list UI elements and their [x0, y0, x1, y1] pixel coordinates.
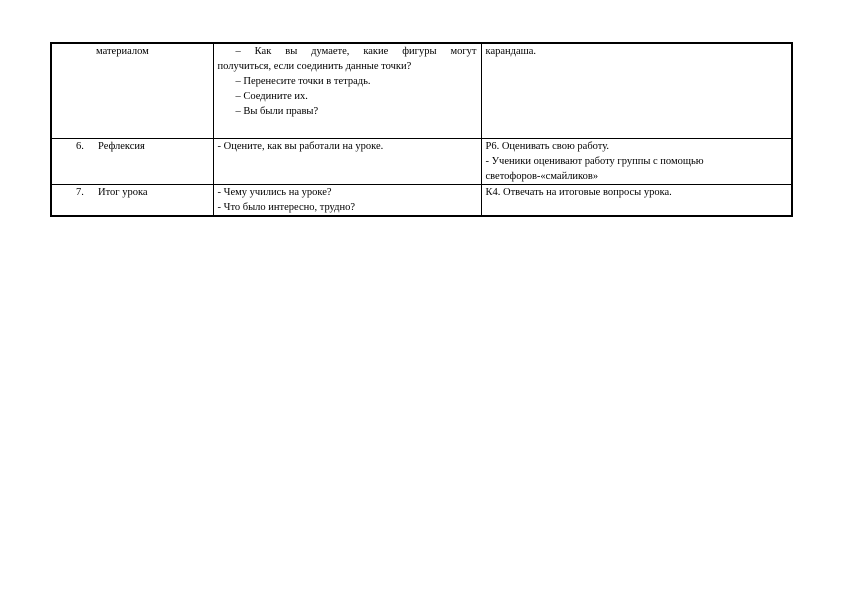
stage-cell	[51, 185, 213, 217]
stage-cell	[51, 43, 213, 139]
table-row	[51, 43, 792, 139]
table-row	[51, 185, 792, 217]
teacher-activity-cell	[213, 139, 481, 185]
uud-cell	[481, 139, 792, 185]
stage-name: Итог урока	[98, 187, 148, 198]
teacher-text-line: - Что было интересно, трудно?	[217, 202, 356, 213]
teacher-activity-cell	[213, 43, 481, 139]
teacher-text-line: – Как вы думаете, какие фигуры могут	[235, 46, 477, 57]
teacher-text-line: – Перенесите точки в тетрадь.	[235, 76, 371, 87]
uud-text-line: К4. Отвечать на итоговые вопросы урока.	[485, 187, 672, 198]
uud-text-line: - Ученики оценивают работу группы с помощью	[485, 156, 704, 167]
stage-cell	[51, 139, 213, 185]
uud-text-line: Р6. Оценивать свою работу.	[485, 141, 610, 152]
table-row	[51, 139, 792, 185]
uud-cell	[481, 43, 792, 139]
uud-cell	[481, 185, 792, 217]
teacher-text-line: – Соедините их.	[235, 91, 308, 102]
teacher-text-line: - Чему учились на уроке?	[217, 187, 332, 198]
stage-continuation-text: материалом	[96, 46, 149, 57]
teacher-activity-cell	[213, 185, 481, 217]
stage-number: 7.	[76, 187, 84, 198]
stage-number: 6.	[76, 141, 84, 152]
uud-text-line: карандаша.	[485, 46, 537, 57]
stage-name: Рефлексия	[98, 141, 145, 152]
teacher-text-line: получиться, если соединить данные точки?	[217, 61, 412, 72]
uud-text-line: светофоров-«смайликов»	[485, 171, 599, 182]
lesson-plan-table	[50, 42, 793, 217]
teacher-text-line: - Оцените, как вы работали на уроке.	[217, 141, 384, 152]
teacher-text-line: – Вы были правы?	[235, 106, 319, 117]
